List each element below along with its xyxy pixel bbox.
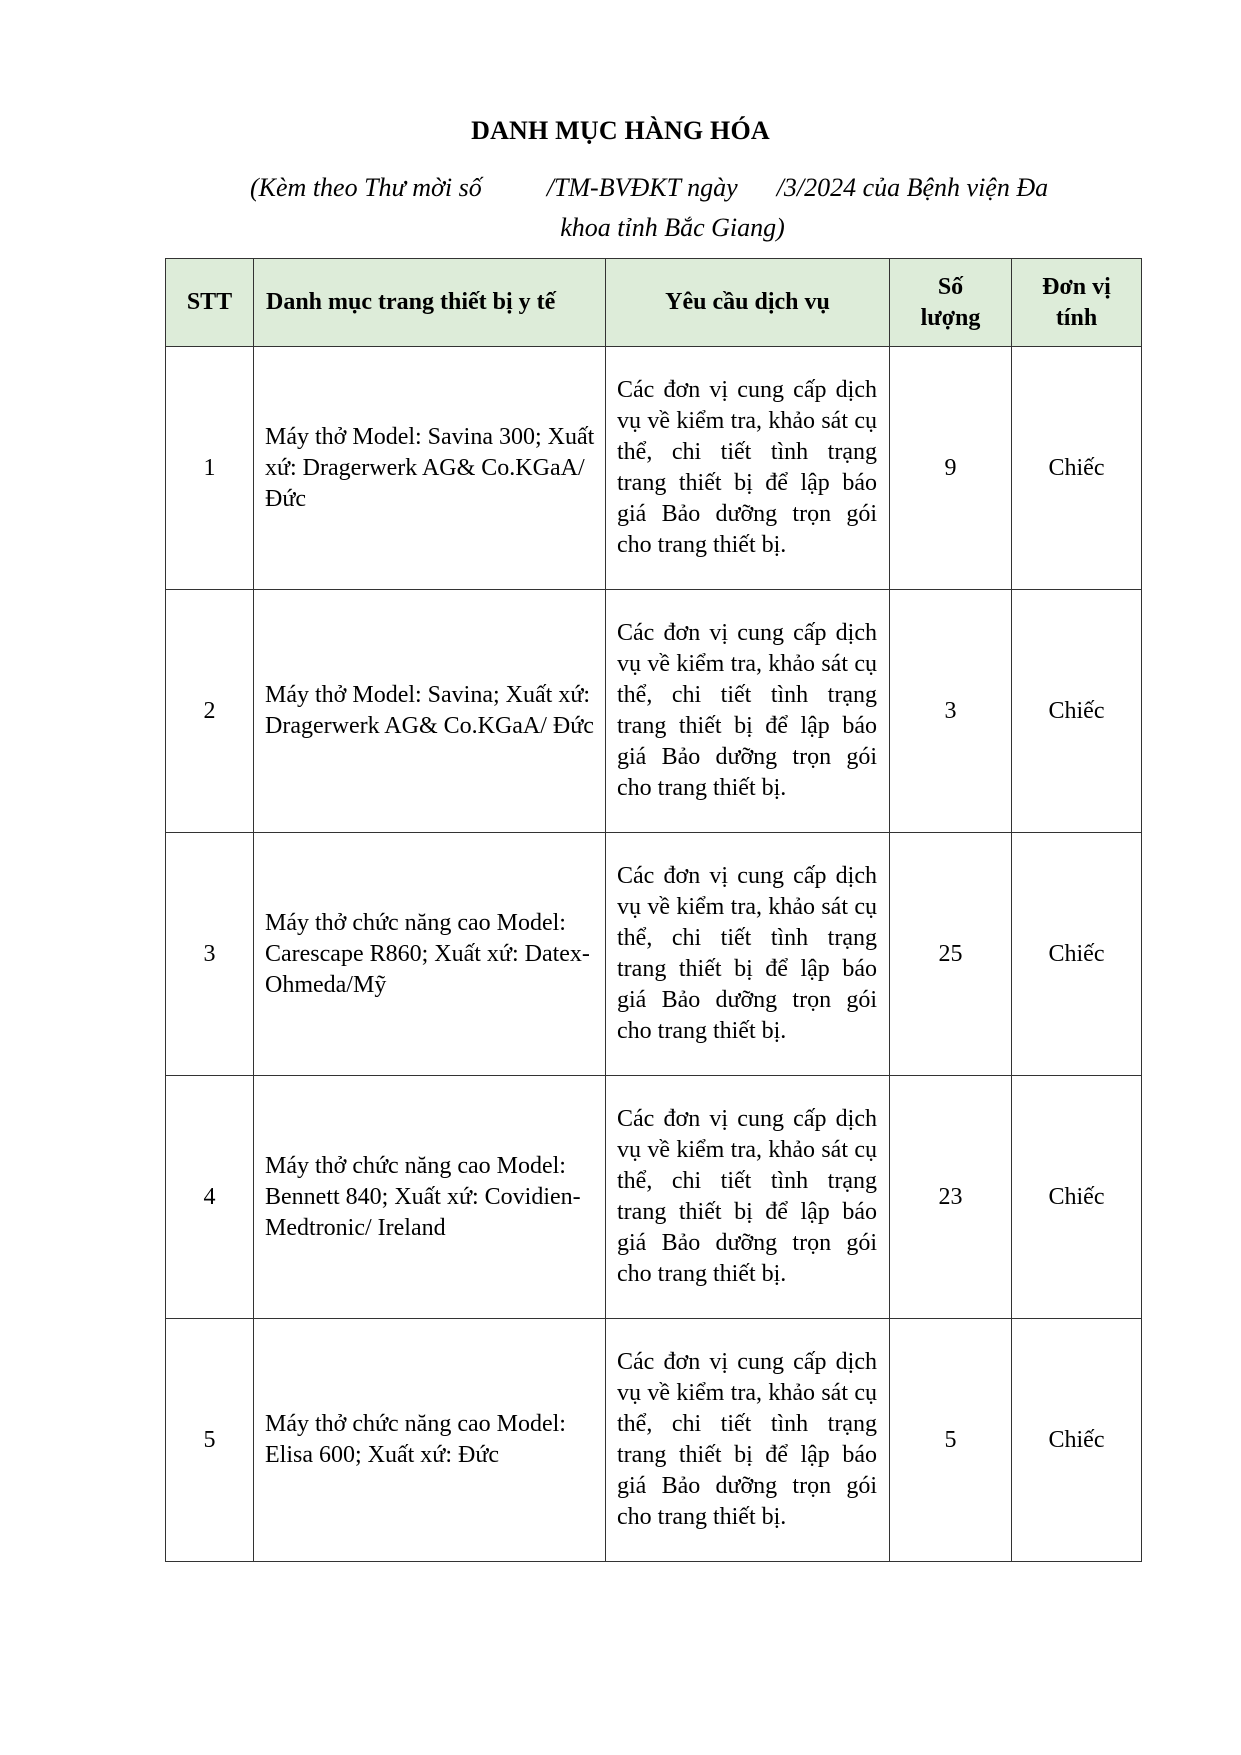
header-unit-line2: tính: [1055, 304, 1098, 331]
cell-unit: Chiếc: [1012, 1319, 1142, 1562]
document-title: DANH MỤC HÀNG HÓA: [471, 116, 770, 145]
cell-requirement: Các đơn vị cung cấp dịch vụ về kiểm tra, khảo sát cụ thể, chi tiết tình trạng trang thiết bị để lập báo giá Bảo dưỡng trọn gói cho trang thiết bị.: [606, 833, 890, 1076]
cell-quantity: 5: [890, 1319, 1012, 1562]
table-header-row: [166, 259, 1142, 347]
cell-stt: 4: [166, 1076, 254, 1319]
cell-category: Máy thở Model: Savina 300; Xuất xứ: Dragerwerk AG& Co.KGaA/ Đức: [254, 347, 606, 590]
cell-stt: 3: [166, 833, 254, 1076]
cell-quantity: 25: [890, 833, 1012, 1076]
table-row: [166, 1319, 1142, 1562]
cell-stt: 5: [166, 1319, 254, 1562]
cell-stt: 1: [166, 347, 254, 590]
goods-table: [165, 258, 1142, 1562]
cell-quantity: 3: [890, 590, 1012, 833]
header-category: Danh mục trang thiết bị y tế: [254, 259, 606, 347]
cell-unit: Chiếc: [1012, 1076, 1142, 1319]
table-row: [166, 833, 1142, 1076]
table-row: [166, 1076, 1142, 1319]
table-row: [166, 590, 1142, 833]
header-unit: [1012, 259, 1142, 347]
cell-category: Máy thở chức năng cao Model: Carescape R860; Xuất xứ: Datex-Ohmeda/Mỹ: [254, 833, 606, 1076]
cell-unit: Chiếc: [1012, 833, 1142, 1076]
cell-stt: 2: [166, 590, 254, 833]
subtitle-line-2: khoa tỉnh Bắc Giang): [560, 213, 785, 242]
cell-requirement: Các đơn vị cung cấp dịch vụ về kiểm tra, khảo sát cụ thể, chi tiết tình trạng trang thiết bị để lập báo giá Bảo dưỡng trọn gói cho trang thiết bị.: [606, 347, 890, 590]
table-row: [166, 347, 1142, 590]
cell-category: Máy thở chức năng cao Model: Elisa 600; Xuất xứ: Đức: [254, 1319, 606, 1562]
header-quantity-line1: Số: [937, 273, 964, 300]
cell-quantity: 9: [890, 347, 1012, 590]
header-stt: STT: [166, 259, 254, 347]
cell-unit: Chiếc: [1012, 590, 1142, 833]
header-requirement: Yêu cầu dịch vụ: [606, 259, 890, 347]
cell-category: Máy thở chức năng cao Model: Bennett 840; Xuất xứ: Covidien-Medtronic/ Ireland: [254, 1076, 606, 1319]
cell-quantity: 23: [890, 1076, 1012, 1319]
cell-unit: Chiếc: [1012, 347, 1142, 590]
cell-requirement: Các đơn vị cung cấp dịch vụ về kiểm tra, khảo sát cụ thể, chi tiết tình trạng trang thiết bị để lập báo giá Bảo dưỡng trọn gói cho trang thiết bị.: [606, 1076, 890, 1319]
header-unit-line1: Đơn vị: [1042, 273, 1111, 300]
cell-requirement: Các đơn vị cung cấp dịch vụ về kiểm tra, khảo sát cụ thể, chi tiết tình trạng trang thiết bị để lập báo giá Bảo dưỡng trọn gói cho trang thiết bị.: [606, 1319, 890, 1562]
header-quantity-line2: lượng: [920, 304, 981, 331]
cell-requirement: Các đơn vị cung cấp dịch vụ về kiểm tra, khảo sát cụ thể, chi tiết tình trạng trang thiết bị để lập báo giá Bảo dưỡng trọn gói cho trang thiết bị.: [606, 590, 890, 833]
header-quantity: [890, 259, 1012, 347]
subtitle-line-1: (Kèm theo Thư mời số /TM-BVĐKT ngày /3/2024 của Bệnh viện Đa: [250, 173, 1049, 202]
cell-category: Máy thở Model: Savina; Xuất xứ: Dragerwerk AG& Co.KGaA/ Đức: [254, 590, 606, 833]
document-subtitle: [250, 168, 1140, 248]
